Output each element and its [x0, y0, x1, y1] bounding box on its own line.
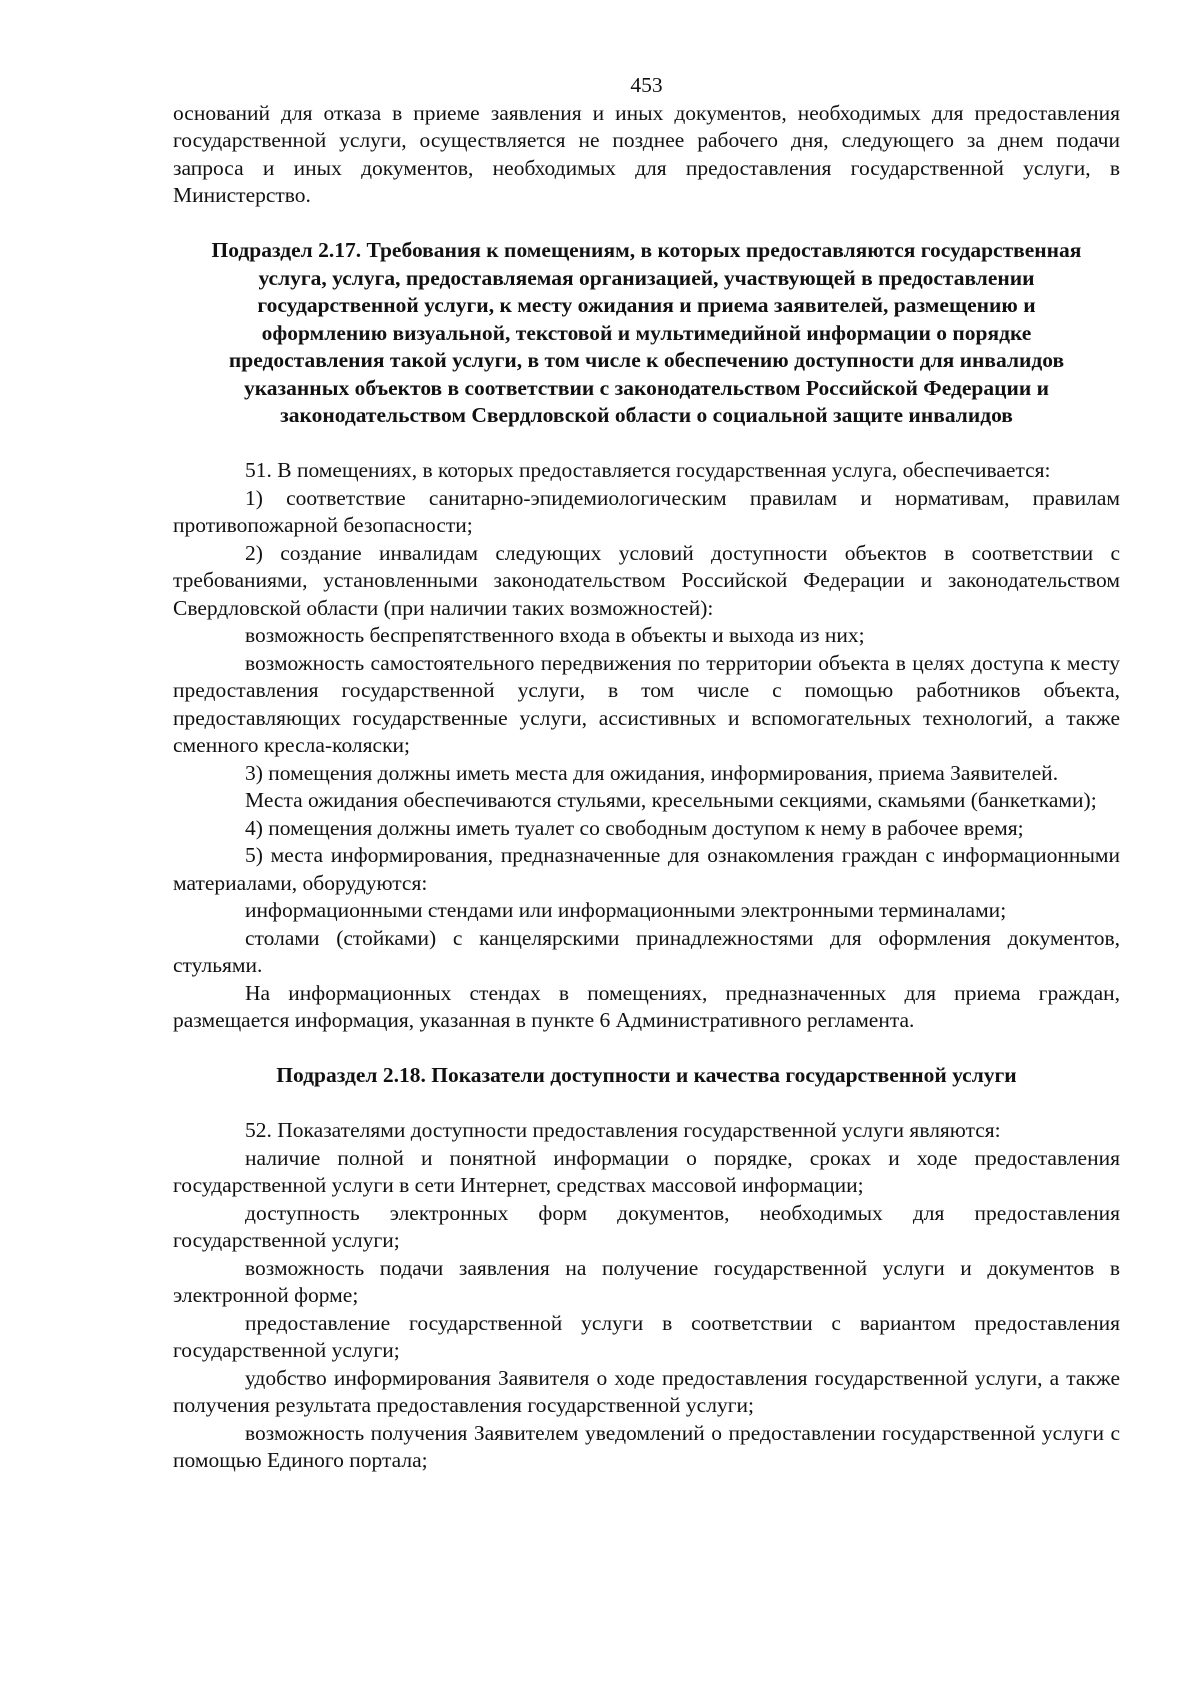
spacer	[173, 1035, 1120, 1063]
paragraph: 4) помещения должны иметь туалет со свободным доступом к нему в рабочее время;	[245, 815, 1024, 840]
paragraph: возможность беспрепятственного входа в объекты и выхода из них;	[245, 623, 865, 647]
paragraph: возможность самостоятельного передвижения по территории объекта в целях доступа к месту предоставления государственной услуги, в том числе с помощью работников объекта, предоставляющих государственные услуги, ассистивных и вспомогательных технологий, а также сменного кресла-коляски;	[173, 650, 1120, 757]
paragraph: предоставление государственной услуги в соответствии с вариантом предоставления государственной услуги;	[173, 1310, 1120, 1362]
paragraph: 2) создание инвалидам следующих условий доступности объектов в соответствии с требованиями, установленными законодательством Российской Федерации и законодательством Свердловской области (при наличии таких возможностей):	[173, 540, 1120, 620]
spacer	[173, 430, 1120, 458]
paragraph: наличие полной и понятной информации о порядке, сроках и ходе предоставления государственной услуги в сети Интернет, средствах массовой информации;	[173, 1145, 1120, 1197]
paragraph: 52. Показателями доступности предоставления государственной услуги являются:	[245, 1118, 1001, 1142]
page-number: 453	[630, 73, 663, 97]
paragraph: столами (стойками) с канцелярскими принадлежностями для оформления документов, стульями.	[173, 925, 1120, 977]
paragraph: доступность электронных форм документов, необходимых для предоставления государственной услуги;	[173, 1200, 1120, 1252]
paragraph: Места ожидания обеспечиваются стульями, кресельными секциями, скамьями (банкетками);	[245, 788, 1097, 812]
document-page	[173, 72, 1120, 1475]
section-2-17-body	[173, 457, 1120, 1035]
paragraph: удобство информирования Заявителя о ходе предоставления государственной услуги, а также получения результата предоставления государственной услуги;	[173, 1365, 1120, 1417]
paragraph: На информационных стендах в помещениях, предназначенных для приема граждан, размещается информация, указанная в пункте 6 Административного регламента.	[173, 980, 1120, 1032]
paragraph: возможность подачи заявления на получение государственной услуги и документов в электронной форме;	[173, 1255, 1120, 1307]
paragraph: 51. В помещениях, в которых предоставляется государственная услуга, обеспечивается:	[245, 458, 1051, 482]
paragraph: информационными стендами или информационными электронными терминалами;	[245, 898, 1007, 922]
spacer	[173, 210, 1120, 238]
section-heading-2-18: Подраздел 2.18. Показатели доступности и качества государственной услуги	[276, 1063, 1017, 1087]
paragraph: 1) соответствие санитарно-эпидемиологическим правилам и нормативам, правилам противопожарной безопасности;	[173, 485, 1120, 537]
paragraph-continuation: оснований для отказа в приеме заявления и иных документов, необходимых для предоставления государственной услуги, осуществляется не позднее рабочего дня, следующего за днем подачи запроса и иных документов, необходимых для предоставления государственной услуги, в Министерство.	[173, 100, 1120, 207]
paragraph: 3) помещения должны иметь места для ожидания, информирования, приема Заявителей.	[245, 760, 1059, 785]
section-2-18-body	[173, 1117, 1120, 1475]
spacer	[173, 1090, 1120, 1118]
paragraph: 5) места информирования, предназначенные для ознакомления граждан с информационными материалами, оборудуются:	[173, 843, 1120, 895]
paragraph: возможность получения Заявителем уведомлений о предоставлении государственной услуги с помощью Единого портала;	[173, 1420, 1120, 1472]
section-heading-2-17: Подраздел 2.17. Требования к помещениям, в которых предоставляются государственная услуга, услуга, предоставляемая организацией, участвующей в предоставлении государственной услуги, к месту ожидания и приема заявителей, размещению и оформлению визуальной, текстовой и мультимедийной информации о порядке предоставления такой услуги, в том числе к обеспечению доступности для инвалидов указанных объектов в соответствии с законодательством Российской Федерации и законодательством Свердловской области о социальной защите инвалидов	[211, 238, 1082, 427]
